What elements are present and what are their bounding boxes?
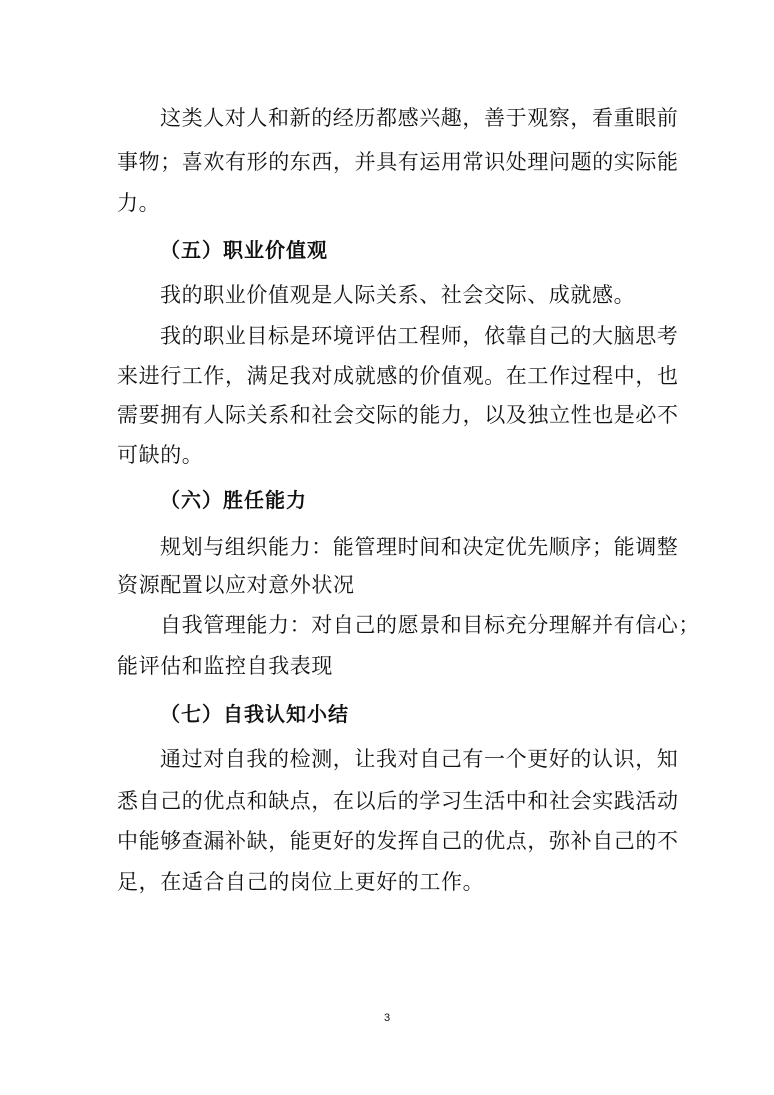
page-number: 3 — [383, 1012, 391, 1024]
paragraph-line: 来进行工作，满足我对成就感的价值观。在工作过程中，也 — [117, 364, 679, 388]
paragraph-line: 能评估和监控自我表现 — [117, 654, 333, 678]
paragraph-line: 可缺的。 — [117, 443, 204, 467]
section-heading-7: （七）自我认知小结 — [160, 702, 349, 726]
paragraph-line: 力。 — [117, 191, 161, 215]
paragraph-line: 我的职业目标是环境评估工程师，依靠自己的大脑思考 — [160, 324, 679, 348]
paragraph-line: 足，在适合自己的岗位上更好的工作。 — [117, 870, 485, 894]
paragraph-line: 需要拥有人际关系和社会交际的能力，以及独立性也是必不 — [117, 403, 679, 427]
paragraph-line: 中能够查漏补缺，能更好的发挥自己的优点，弥补自己的不 — [117, 829, 679, 853]
paragraph-line: 规划与组织能力：能管理时间和决定优先顺序；能调整 — [160, 535, 679, 559]
paragraph-line: 通过对自我的检测，让我对自己有一个更好的认识，知 — [160, 747, 679, 771]
paragraph-line: 事物；喜欢有形的东西，并具有运用常识处理问题的实际能 — [117, 150, 679, 174]
paragraph-line: 自我管理能力：对自己的愿景和目标充分理解并有信心； — [160, 613, 700, 637]
paragraph-line: 这类人对人和新的经历都感兴趣，善于观察，看重眼前 — [160, 106, 679, 130]
paragraph-line: 资源配置以应对意外状况 — [117, 573, 355, 597]
paragraph-line: 悉自己的优点和缺点，在以后的学习生活中和社会实践活动 — [117, 789, 679, 813]
section-heading-5: （五）职业价值观 — [160, 238, 328, 262]
section-heading-6: （六）胜任能力 — [160, 488, 307, 512]
paragraph-line: 我的职业价值观是人际关系、社会交际、成就感。 — [160, 283, 636, 307]
